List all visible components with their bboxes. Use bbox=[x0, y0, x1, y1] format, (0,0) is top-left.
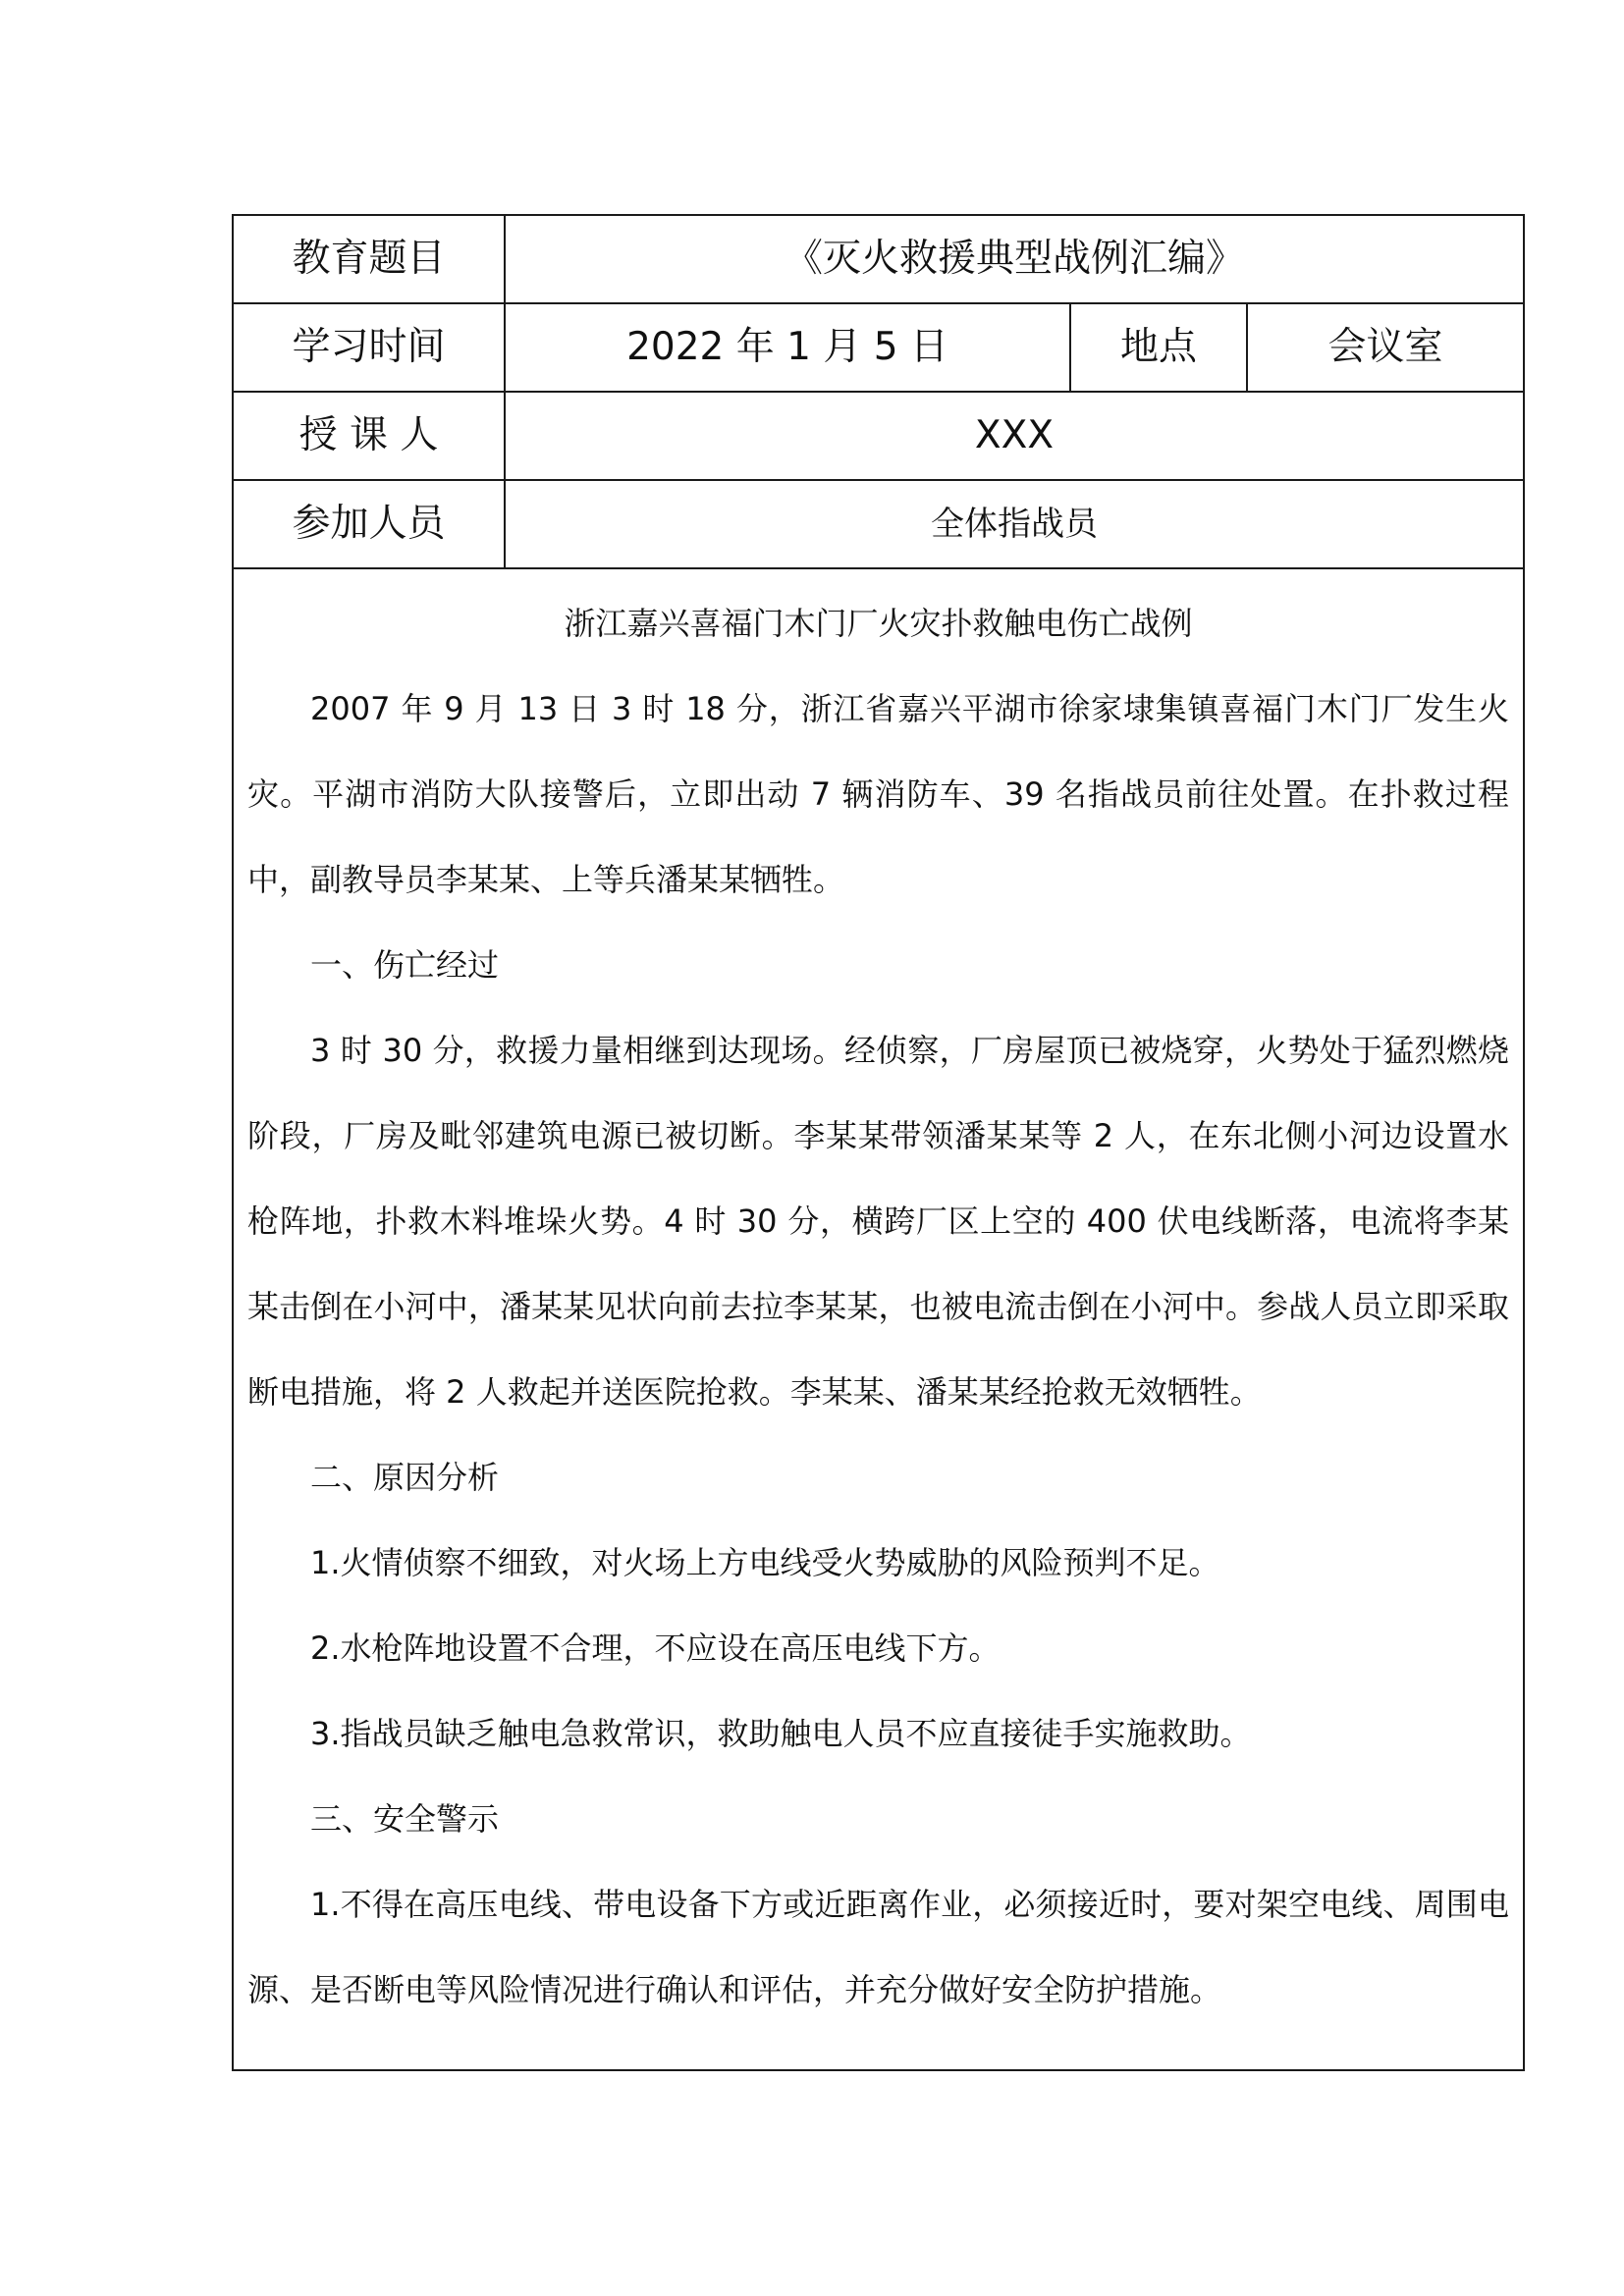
cause-item: 3.指战员缺乏触电急救常识，救助触电人员不应直接徒手实施救助。 bbox=[310, 1715, 1252, 1752]
lecturer-value: XXX bbox=[505, 392, 1524, 480]
topic-row bbox=[233, 215, 1524, 303]
cause-item: 2.水枪阵地设置不合理，不应设在高压电线下方。 bbox=[310, 1629, 1001, 1667]
place-value: 会议室 bbox=[1247, 303, 1524, 392]
time-label: 学习时间 bbox=[233, 303, 505, 392]
lesson-content bbox=[234, 569, 1523, 2033]
section-heading: 一、伤亡经过 bbox=[310, 946, 500, 984]
education-record-table bbox=[232, 214, 1525, 2071]
topic-value: 《灭火救援典型战例汇编》 bbox=[505, 215, 1524, 303]
place-label: 地点 bbox=[1070, 303, 1247, 392]
participants-row bbox=[233, 480, 1524, 568]
time-value: 2022 年 1 月 5 日 bbox=[505, 303, 1070, 392]
casualty-paragraph: 3 时 30 分，救援力量相继到达现场。经侦察，厂房屋顶已被烧穿，火势处于猛烈燃烧阶段，厂房及毗邻建筑电源已被切断。李某某带领潘某某等 2 人，在东北侧小河边设置水枪阵地，扑救木料堆垛火势。4 时 30 分，横跨厂区上空的 400 伏电线断落，电流将李某某击倒在小河中，潘某某见状向前去拉李某某，也被电流击倒在小河中。参战人员立即采取断电措施，将 2 人救起并送医院抢救。李某某、潘某某经抢救无效牺牲。 bbox=[247, 1032, 1509, 1411]
participants-value: 全体指战员 bbox=[505, 480, 1524, 568]
time-row bbox=[233, 303, 1524, 392]
case-title: 浙江嘉兴喜福门木门厂火灾扑救触电伤亡战例 bbox=[564, 605, 1193, 642]
content-cell bbox=[233, 568, 1524, 2070]
section-heading: 二、原因分析 bbox=[310, 1459, 500, 1496]
topic-label: 教育题目 bbox=[233, 215, 505, 303]
lecturer-row bbox=[233, 392, 1524, 480]
participants-label: 参加人员 bbox=[233, 480, 505, 568]
warning-item: 1.不得在高压电线、带电设备下方或近距离作业，必须接近时，要对架空电线、周围电源、是否断电等风险情况进行确认和评估，并充分做好安全防护措施。 bbox=[247, 1886, 1509, 2008]
lecturer-label: 授 课 人 bbox=[233, 392, 505, 480]
cause-item: 1.火情侦察不细致，对火场上方电线受火势威胁的风险预判不足。 bbox=[310, 1544, 1220, 1581]
content-row bbox=[233, 568, 1524, 2070]
intro-paragraph: 2007 年 9 月 13 日 3 时 18 分，浙江省嘉兴平湖市徐家埭集镇喜福门木门厂发生火灾。平湖市消防大队接警后，立即出动 7 辆消防车、39 名指战员前往处置。在扑救过程中，副教导员李某某、上等兵潘某某牺牲。 bbox=[247, 690, 1509, 898]
section-heading: 三、安全警示 bbox=[310, 1800, 500, 1838]
